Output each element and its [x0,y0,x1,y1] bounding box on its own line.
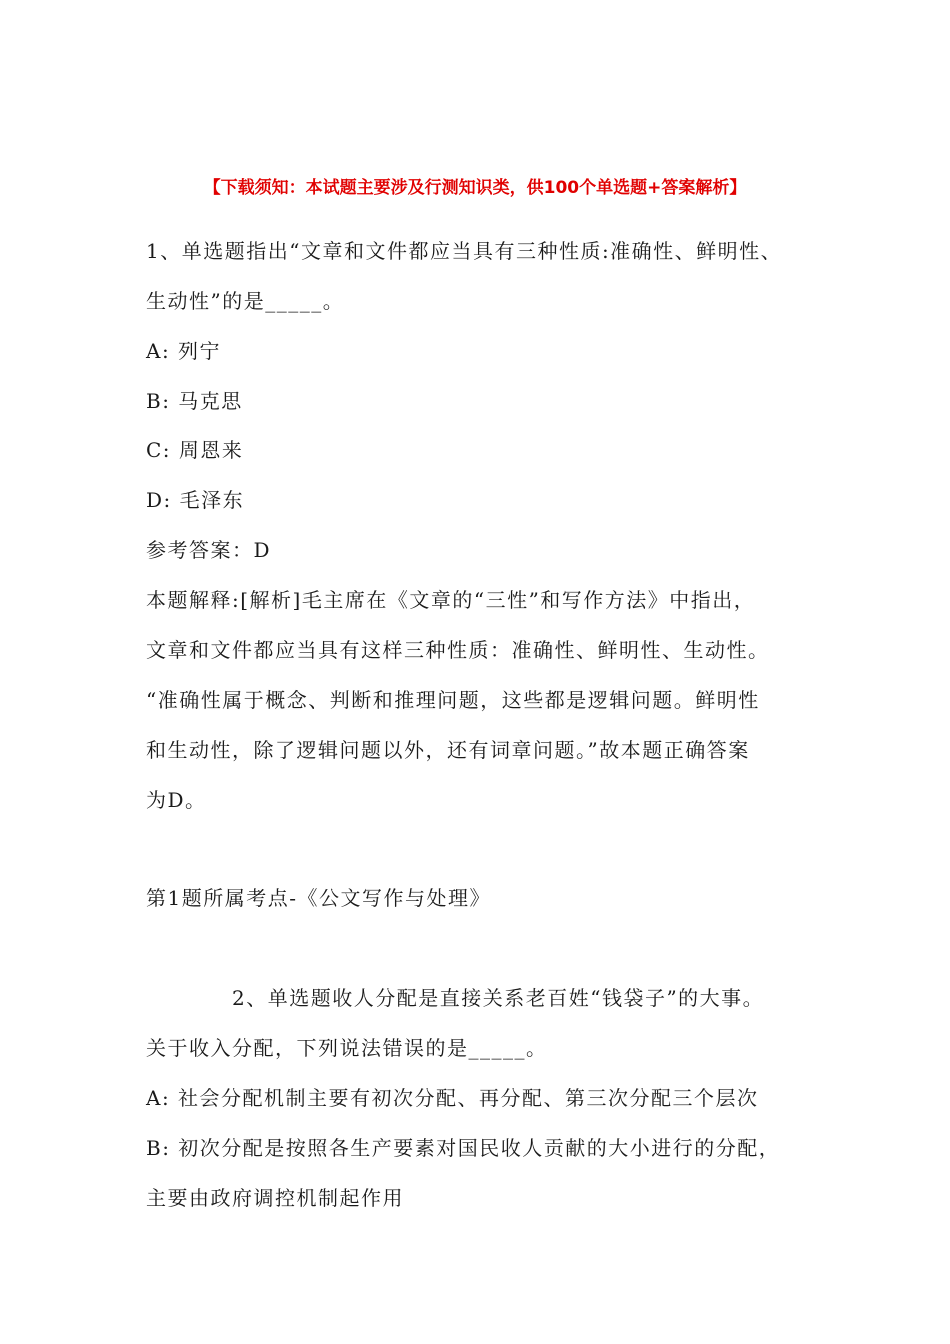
q1-option-b: B: 马克思 [146,389,243,413]
q1-explanation-line-2: 文章和文件都应当具有这样三种性质：准确性、鲜明性、生动性。 [146,638,770,662]
q1-explanation-line-1: 本题解释:[解析]毛主席在《文章的“三性”和写作方法》中指出， [146,588,756,612]
q1-explanation-line-3: “准确性属于概念、判断和推理问题，这些都是逻辑问题。鲜明性 [146,688,760,712]
download-notice: 【下载须知：本试题主要涉及行测知识类，供100个单选题+答案解析】 [203,178,747,198]
q1-stem-line-1: 1、单选题指出“文章和文件都应当具有三种性质:准确性、鲜明性、 [146,239,783,263]
q1-option-c: C: 周恩来 [146,438,244,462]
q1-option-a: A: 列宁 [146,339,222,363]
q1-topic: 第1题所属考点-《公文写作与处理》 [146,886,491,910]
q2-stem-line-1: 2、单选题收人分配是直接关系老百姓“钱袋子”的大事。 [232,986,765,1010]
q2-stem-line-2: 关于收入分配，下列说法错误的是_____。 [146,1036,548,1060]
q1-option-d: D: 毛泽东 [146,488,245,512]
q2-option-b-line-1: B: 初次分配是按照各生产要素对国民收人贡献的大小进行的分配， [146,1136,781,1160]
q1-answer: 参考答案：D [146,538,272,562]
q1-explanation-line-5: 为D。 [146,788,207,812]
q1-stem-line-2: 生动性”的是_____。 [146,289,345,313]
q2-option-a: A: 社会分配机制主要有初次分配、再分配、第三次分配三个层次 [146,1086,759,1110]
q1-explanation-line-4: 和生动性，除了逻辑问题以外，还有词章问题。”故本题正确答案 [146,738,750,762]
q2-option-b-line-2: 主要由政府调控机制起作用 [146,1186,404,1210]
